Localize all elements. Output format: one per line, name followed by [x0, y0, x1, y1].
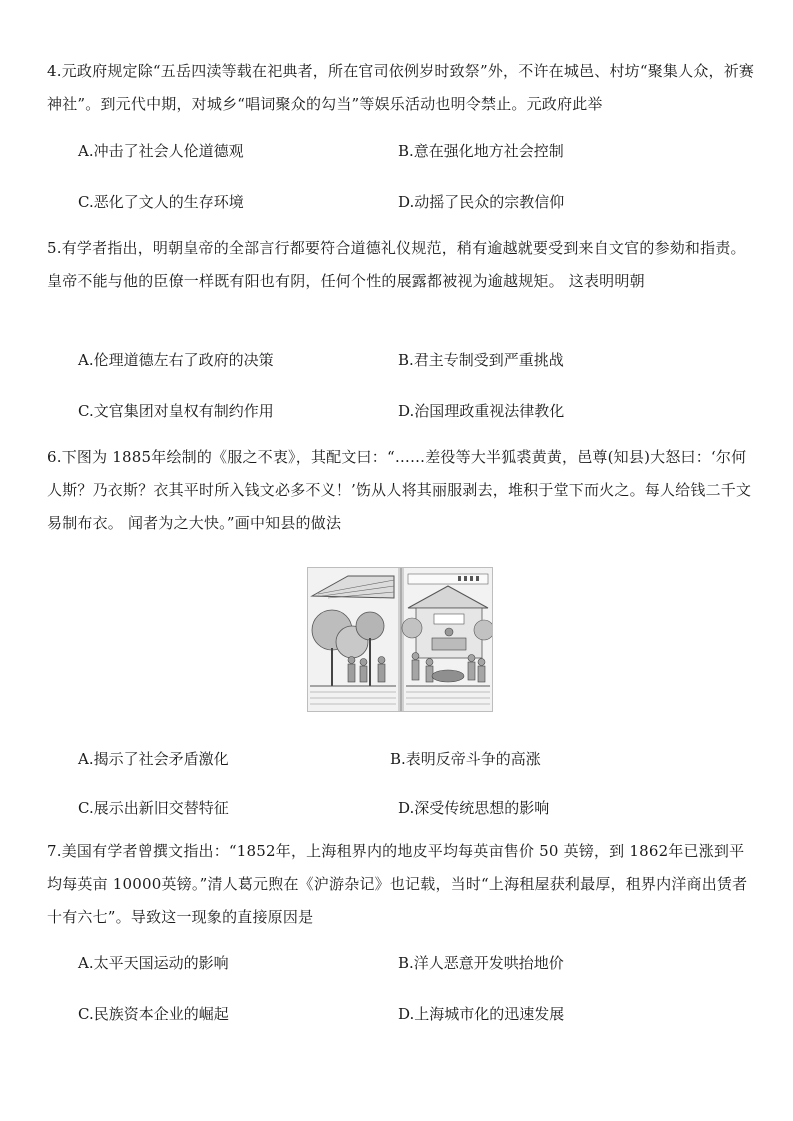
woodblock-illustration [307, 567, 493, 712]
question-5-option-b[interactable]: B.君主专制受到严重挑战 [398, 351, 564, 369]
question-6-option-c[interactable]: C.展示出新旧交替特征 [78, 799, 229, 817]
question-6-option-d[interactable]: D.深受传统思想的影响 [398, 799, 550, 817]
question-5-option-c[interactable]: C.文官集团对皇权有制约作用 [78, 402, 274, 420]
question-5-option-d[interactable]: D.治国理政重视法律教化 [398, 402, 565, 420]
question-4-option-b[interactable]: B.意在强化地方社会控制 [398, 142, 564, 160]
question-5-stem [47, 232, 759, 298]
illustration-drawing [308, 568, 492, 711]
question-6-number: 6. [47, 448, 62, 466]
question-5-option-a[interactable]: A.伦理道德左右了政府的决策 [78, 351, 274, 369]
question-7-option-a[interactable]: A.太平天国运动的影响 [78, 954, 229, 972]
question-4-option-a[interactable]: A.冲击了社会人伦道德观 [78, 142, 244, 160]
question-7-stem [47, 835, 759, 934]
question-6-option-a[interactable]: A.揭示了社会矛盾激化 [78, 750, 229, 768]
question-4-stem [47, 55, 759, 121]
question-4-number: 4. [47, 62, 62, 80]
question-7-number: 7. [47, 842, 62, 860]
question-4-text: 元政府规定除“五岳四渎等载在祀典者，所在官司依例岁时致祭”外，不许在城邑、村坊“聚集人众，祈赛神社”。到元代中期，对城乡“唱词聚众的勾当”等娱乐活动也明令禁止。元政府此举 [47, 62, 755, 113]
question-5-text: 有学者指出，明朝皇帝的全部言行都要符合道德礼仪规范，稍有逾越就要受到来自文官的参劾和指责。 皇帝不能与他的臣僚一样既有阳也有阴，任何个性的展露都被视为逾越规矩。 这表明明朝 [47, 239, 746, 290]
question-7-option-b[interactable]: B.洋人恶意开发哄抬地价 [398, 954, 564, 972]
question-6-stem [47, 441, 759, 540]
question-7-text: 美国有学者曾撰文指出：“1852年，上海租界内的地皮平均每英亩售价 50 英镑，到 1862年已涨到平均每英亩 10000英镑。”清人葛元煦在《沪游杂记》也记载，当时“上海租屋获利最厚，租界内洋商出赁者十有六七”。导致这一现象的直接原因是 [47, 842, 748, 926]
question-4-option-c[interactable]: C.恶化了文人的生存环境 [78, 193, 244, 211]
question-6-option-b[interactable]: B.表明反帝斗争的高涨 [390, 750, 541, 768]
question-6-text: 下图为 1885年绘制的《服之不衷》，其配文曰：“……差役等大半狐裘黄黄，邑尊(知县)大怒曰：‘尔何人斯？乃衣斯？衣其平时所入钱文必多不义！’饬从人将其丽服剥去，堆积于堂下而火之。每人给钱二千文易制布衣。 闻者为之大快。”画中知县的做法 [47, 448, 752, 532]
question-7-option-c[interactable]: C.民族资本企业的崛起 [78, 1005, 229, 1023]
question-7-option-d[interactable]: D.上海城市化的迅速发展 [398, 1005, 565, 1023]
question-5-number: 5. [47, 239, 62, 257]
question-4-option-d[interactable]: D.动摇了民众的宗教信仰 [398, 193, 565, 211]
